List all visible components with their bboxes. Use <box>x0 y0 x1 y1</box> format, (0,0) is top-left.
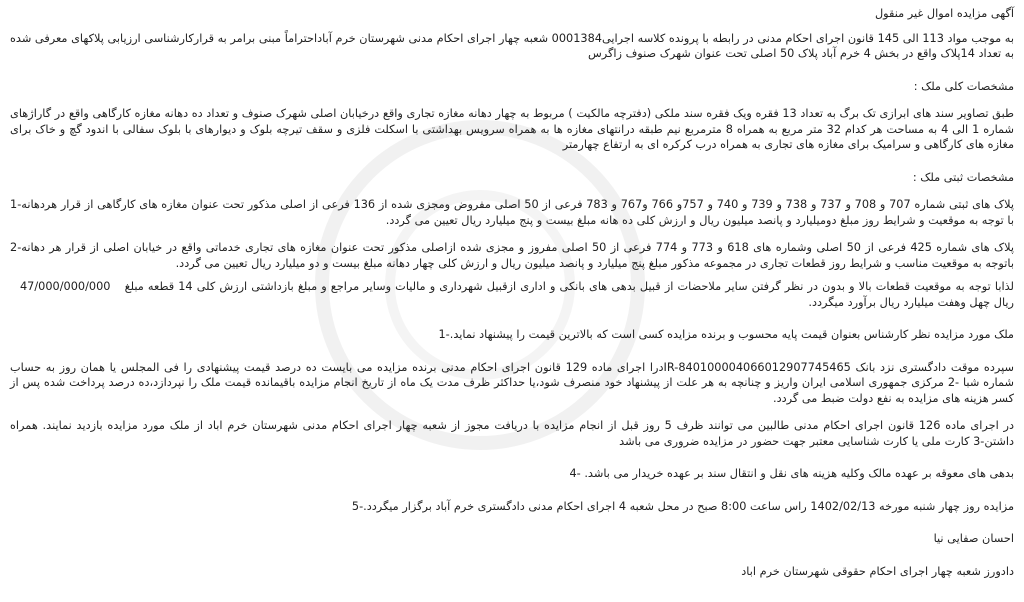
condition-item-4: بدهی های معوقه بر عهده مالک وکلیه هزینه های نقل و انتقال سند بر عهده خریدار می باشد. -4 <box>569 467 1014 480</box>
registry-paragraph-2: پلاک های شماره 425 فرعی از 50 اصلی وشماره های 618 و 773 و 774 فرعی از 50 اصلی مفروز و مجزی شده ازاصلی مذکور تحت عنوان مغازه های تجاری خدماتی واقع در خیابان اصلی از قرار هر دهانه-2 باتوجه به موقعیت مناسب و شرایط روز قطعات تجاری در مجموعه مذکور مبلغ پنج میلیارد و پانصد میلیون ریال و ارزش کلی چهار دهانه مبلغ بیست و دو میلیارد ریال تعیین می گردد. <box>10 241 1015 270</box>
total-words: ریال چهل وهفت میلیارد ریال برآورد میگردد. <box>808 295 1014 309</box>
condition-item-1: ملک مورد مزایده نظر کارشناس بعنوان قیمت پایه محسوب و برنده مزایده کسی است که بالاترین قیمت را پیشنهاد نماید.-1 <box>438 328 1014 341</box>
general-heading: مشخصات کلی ملک : <box>913 79 1014 93</box>
condition-item-3: در اجرای ماده 126 قانون اجرای احکام مدنی طالبین می توانند ظرف 5 روز قبل از انجام مزایده با دریافت مجوز از شعبه چهار اجرای احکام مدنی شهرستان خرم اباد از ملک مورد مزایده بازدید نمایند. همراه داشتن-3 کارت ملی یا کارت شناسایی معتبر جهت حضور در مزایده ضروری می باشد <box>10 419 1014 448</box>
notice-content <box>10 6 1014 579</box>
total-amount: 47/000/000/000 <box>20 280 111 293</box>
general-paragraph: طبق تصاویر سند های ابرازی تک برگ به تعداد 13 فقره ویک فقره سند ملکی (دفترچه مالکیت ) مربوط به چهار دهانه مغازه تجاری واقع درخیابان اصلی شهرک صنوف و تعداد ده دهانه مغازه کارگاهی واقع در گاراژهای شماره 1 الی 4 به مساحت هر کدام 32 متر مربع به همراه 8 مترمربع نیم طبقه درانتهای مغازه ها به همراه سرویس بهداشتی با اسکلت فلزی و سقف تیرچه بلوک و دیوارهای با بلوک سفالی با اندود گچ و خاک برای مغازه های کارگاهی و سرامیک برای مغازه های تجاری به همراه درب کرکره ای به ارتفاع چهارمتر <box>10 107 1015 151</box>
total-text: لذابا توجه به موقعیت قطعات بالا و بدون در نظر گرفتن سایر ملاحضات از قبیل بدهی های بانکی و اداری ازقبیل شهرداری و مالیات وسایر مراجع و مبلغ بازداشتی ارزش کلی 14 قطعه مبلغ <box>124 280 1014 293</box>
notice-title: آگهی مزایده اموال غیر منقول <box>874 7 1014 20</box>
signer-name: احسان صفایی نیا <box>933 532 1014 545</box>
total-paragraph <box>10 279 1014 310</box>
registry-paragraph-1: پلاک های ثبتی شماره 707 و 708 و 737 و 738 و 739 و 740 و 757و 766 و767 و 783 فرعی از 50 اصلی مفروض ومجزی شده از 136 فرعی از اصلی مذکور تحت عنوان مغازه های کارگاهی از قرار هردهانه-1 با توجه به موقعیت و شرایط روز مبلغ دومیلیارد و پانصد میلیون ریال و ارزش کلی ده هانه مبلغ بیست و پنج میلیارد ریال تعیین می گردد. <box>10 198 1015 227</box>
condition-item-5: مزایده روز چهار شنبه مورخه 1402/02/13 راس ساعت 8:00 صبح در محل شعبه 4 اجرای احکام مدنی دادگستری خرم آباد برگزار میگردد.-5 <box>351 499 1014 513</box>
condition-item-2: سپرده موقت دادگستری نزد بانک IR-840100004066012907745465درا اجرای ماده 129 قانون اجرای احکام مدنی برنده مزایده می بایست ده درصد قیمت پیشنهادی را فی المجلس یا همان روز به حساب شماره شبا -2 مرکزی جمهوری اسلامی ایران واریز و چنانچه به هر علت از پیشنهاد خود منصرف شود،یا حداکثر ظرف مدت یک ماه از تاریخ انجام مزایده باقیمانده قیمت ملک را نپردازد،ده درصد پرداخت شده پس از کسر هزینه های مزایده به نفع دولت ضبط می گردد. <box>10 360 1014 405</box>
registry-heading: مشخصات ثبتی ملک : <box>912 170 1014 184</box>
signer-title: دادورز شعبه چهار اجرای احکام حقوقی شهرستان خرم اباد <box>741 564 1014 578</box>
intro-paragraph: به موجب مواد 113 الی 145 قانون اجرای احکام مدنی در رابطه با پرونده کلاسه اجرایی0001384 شعبه چهار اجرای احکام مدنی شهرستان خرم آباداحتراماً مبنی برامر به قرارکارشناسی ارزیابی پلاکهای معرفی شده به تعداد 14پلاک واقع در بخش 4 خرم آباد پلاک 50 اصلی تحت عنوان شهرک صنوف زاگرس <box>10 31 1015 60</box>
